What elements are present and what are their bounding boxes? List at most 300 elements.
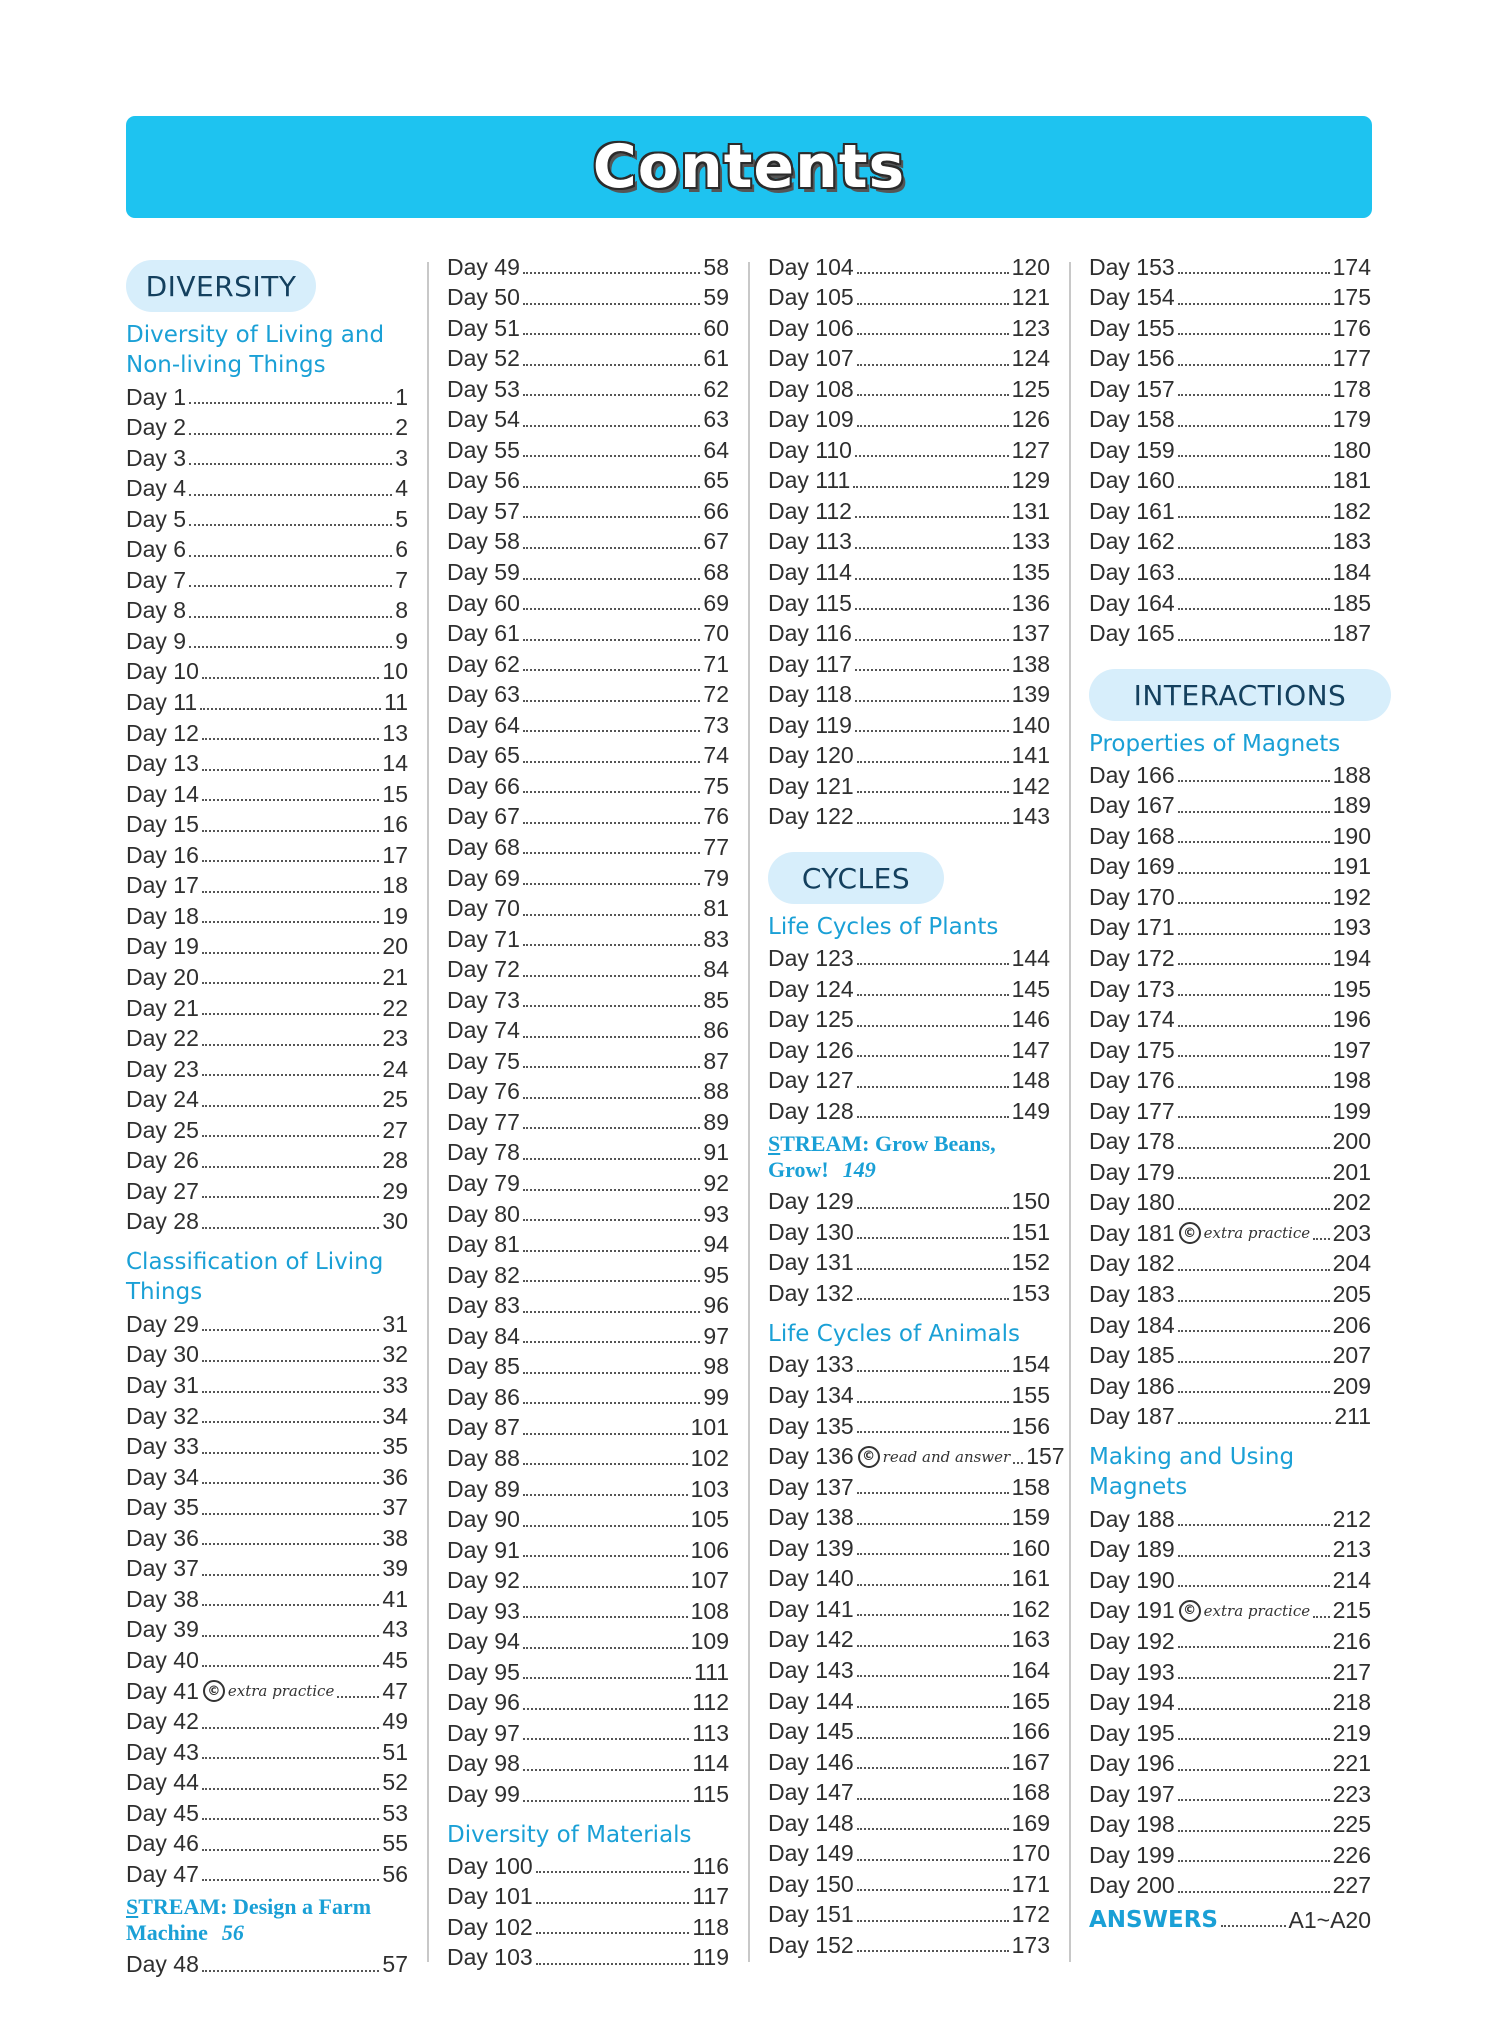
toc-entry[interactable]	[768, 680, 1050, 710]
toc-entry[interactable]	[126, 993, 408, 1023]
dot-leader	[523, 639, 701, 641]
subsection-heading[interactable]	[447, 1820, 729, 1850]
toc-entry[interactable]	[126, 1493, 408, 1523]
toc-entry-label: Day 28	[126, 1208, 199, 1235]
toc-entry[interactable]	[768, 1096, 1050, 1126]
toc-entry[interactable]	[447, 558, 729, 588]
toc-entry[interactable]	[1089, 405, 1371, 435]
toc-entry[interactable]	[768, 1411, 1050, 1441]
toc-entry[interactable]	[1089, 1127, 1371, 1157]
toc-entry[interactable]	[447, 1718, 729, 1748]
toc-entry[interactable]	[1089, 1779, 1371, 1809]
toc-entry-page: 179	[1332, 406, 1371, 433]
dot-leader	[523, 791, 701, 793]
toc-entry[interactable]	[126, 718, 408, 748]
dot-leader	[202, 1044, 380, 1046]
stream-project-title-line2	[126, 1920, 408, 1946]
dot-leader	[1178, 1524, 1330, 1526]
toc-entry[interactable]	[126, 1950, 408, 1980]
toc-entry[interactable]	[447, 1382, 729, 1412]
dot-leader	[1178, 1422, 1332, 1424]
toc-entry[interactable]	[768, 1350, 1050, 1380]
toc-entry[interactable]	[447, 1138, 729, 1168]
extra-badge	[1179, 1222, 1310, 1244]
toc-entry-label: Day 87	[447, 1414, 520, 1441]
toc-entry-page: 103	[690, 1475, 729, 1502]
toc-entry[interactable]	[126, 1462, 408, 1492]
toc-entry[interactable]	[126, 1054, 408, 1084]
toc-entry-label: Day 127	[768, 1067, 854, 1094]
toc-entry[interactable]	[447, 741, 729, 771]
toc-entry[interactable]	[126, 810, 408, 840]
toc-entry[interactable]	[126, 1798, 408, 1828]
toc-entry-page: 66	[703, 497, 729, 524]
toc-entry[interactable]	[1089, 974, 1371, 1004]
toc-entry-label: Day 187	[1089, 1403, 1175, 1430]
toc-entry[interactable]	[768, 1594, 1050, 1624]
toc-entry-page: 34	[382, 1402, 408, 1429]
toc-entry[interactable]	[768, 405, 1050, 435]
toc-entry[interactable]	[126, 504, 408, 534]
toc-entry-page: 112	[692, 1689, 729, 1716]
toc-entry[interactable]	[1089, 1565, 1371, 1595]
toc-entry[interactable]	[447, 313, 729, 343]
toc-entry[interactable]	[447, 588, 729, 618]
toc-entry[interactable]	[1089, 588, 1371, 618]
toc-entry[interactable]	[126, 1859, 408, 1889]
toc-entry[interactable]	[768, 1839, 1050, 1869]
toc-entry-page: 184	[1332, 559, 1371, 585]
toc-entry[interactable]	[447, 1291, 729, 1321]
toc-entry[interactable]	[126, 1676, 408, 1706]
toc-entry-label: Day 76	[447, 1078, 520, 1105]
toc-entry[interactable]	[126, 474, 408, 504]
toc-entry-page: 108	[690, 1597, 729, 1624]
toc-entry-label: Day 183	[1089, 1281, 1175, 1307]
toc-entry[interactable]	[126, 1371, 408, 1401]
toc-entry[interactable]	[768, 1533, 1050, 1563]
toc-entry[interactable]	[1089, 1096, 1371, 1126]
toc-entry[interactable]	[1089, 1218, 1371, 1248]
toc-entry[interactable]	[447, 1780, 729, 1810]
toc-entry[interactable]	[768, 1248, 1050, 1278]
toc-entry[interactable]	[447, 1413, 729, 1443]
toc-entry[interactable]	[447, 374, 729, 404]
toc-entry[interactable]	[768, 1655, 1050, 1685]
toc-entry[interactable]	[126, 1024, 408, 1054]
toc-entry-page: 207	[1332, 1342, 1371, 1369]
toc-entry[interactable]	[126, 749, 408, 779]
subsection-heading[interactable]	[1089, 729, 1371, 759]
toc-entry[interactable]	[768, 435, 1050, 465]
toc-entry[interactable]	[1089, 283, 1371, 313]
toc-entry[interactable]	[1089, 558, 1371, 588]
toc-entry[interactable]	[1089, 1657, 1371, 1687]
toc-entry[interactable]	[768, 1442, 1065, 1472]
toc-entry[interactable]	[126, 1584, 408, 1614]
toc-entry[interactable]	[768, 1381, 1050, 1411]
toc-entry[interactable]	[447, 1321, 729, 1351]
toc-entry[interactable]	[1089, 1249, 1371, 1279]
toc-entry[interactable]	[447, 1016, 729, 1046]
toc-entry-page: 64	[703, 436, 729, 463]
toc-entry[interactable]	[768, 374, 1050, 404]
toc-entry-page: 88	[703, 1078, 729, 1105]
toc-entry[interactable]	[447, 955, 729, 985]
toc-entry[interactable]	[1089, 435, 1371, 465]
toc-entry-page: 185	[1332, 589, 1371, 616]
toc-entry[interactable]	[768, 1747, 1050, 1777]
subsection-heading[interactable]	[1089, 1442, 1371, 1502]
toc-entry[interactable]	[768, 466, 1050, 496]
toc-entry[interactable]	[768, 1717, 1050, 1747]
toc-entry[interactable]	[126, 443, 408, 473]
toc-entry-label: Day 79	[447, 1170, 520, 1196]
toc-entry[interactable]	[126, 1115, 408, 1145]
toc-entry[interactable]	[768, 527, 1050, 557]
toc-entry-label: Day 143	[768, 1656, 854, 1683]
toc-entry[interactable]	[1089, 619, 1371, 649]
toc-entry-page: 214	[1332, 1566, 1371, 1593]
toc-entry[interactable]	[447, 1882, 729, 1912]
toc-entry[interactable]	[126, 1829, 408, 1859]
toc-entry[interactable]	[1089, 1402, 1371, 1432]
toc-entry-page: 187	[1332, 620, 1371, 647]
toc-entry[interactable]	[1089, 466, 1371, 496]
toc-entry[interactable]	[768, 802, 1050, 832]
toc-entry[interactable]	[447, 283, 729, 313]
toc-entry[interactable]	[447, 435, 729, 465]
toc-entry[interactable]	[126, 1707, 408, 1737]
subsection-heading[interactable]	[768, 1319, 1050, 1349]
toc-entry[interactable]	[447, 1443, 729, 1473]
toc-entry-label: Day 151	[768, 1901, 854, 1928]
toc-entry[interactable]	[447, 1046, 729, 1076]
toc-entry[interactable]	[126, 657, 408, 687]
toc-entry[interactable]	[768, 771, 1050, 801]
toc-entry[interactable]	[1089, 1504, 1371, 1534]
toc-entry[interactable]	[768, 1278, 1050, 1308]
toc-entry[interactable]	[447, 771, 729, 801]
toc-entry[interactable]	[447, 1627, 729, 1657]
toc-entry[interactable]	[768, 1808, 1050, 1838]
toc-entry[interactable]	[768, 496, 1050, 526]
toc-entry[interactable]	[126, 1207, 408, 1237]
toc-entry[interactable]	[447, 1077, 729, 1107]
toc-entry[interactable]	[126, 1176, 408, 1206]
dot-leader	[523, 883, 701, 885]
toc-entry[interactable]	[768, 1686, 1050, 1716]
toc-entry-page: 35	[382, 1433, 408, 1460]
toc-entry-page: 123	[1011, 314, 1050, 341]
subsection-heading[interactable]	[768, 912, 1050, 942]
toc-entry[interactable]	[768, 619, 1050, 649]
toc-entry[interactable]	[1089, 1157, 1371, 1187]
toc-entry[interactable]	[126, 535, 408, 565]
toc-entry[interactable]	[1089, 760, 1371, 790]
toc-entry[interactable]	[768, 1869, 1050, 1899]
toc-entry-label: Day 181	[1089, 1219, 1175, 1246]
toc-entry-label: Day 161	[1089, 497, 1175, 524]
toc-entry[interactable]	[447, 1169, 729, 1199]
toc-entry[interactable]	[447, 680, 729, 710]
toc-entry[interactable]	[768, 1217, 1050, 1247]
stream-title-end: Machine	[126, 1919, 208, 1945]
stream-project-entry[interactable]	[768, 1131, 1050, 1183]
toc-entry[interactable]	[1089, 1749, 1371, 1779]
toc-entry[interactable]	[768, 1066, 1050, 1096]
subsection-heading-line: Magnets	[1089, 1474, 1188, 1501]
toc-entry[interactable]	[126, 1340, 408, 1370]
toc-entry[interactable]	[126, 1523, 408, 1553]
toc-entry[interactable]	[447, 1107, 729, 1137]
toc-entry-page: 94	[703, 1231, 729, 1258]
toc-entry[interactable]	[126, 565, 408, 595]
toc-entry-label: Day 107	[768, 345, 854, 372]
toc-entry-page: 93	[703, 1200, 729, 1227]
toc-entry[interactable]	[447, 1260, 729, 1290]
toc-entry[interactable]	[768, 1005, 1050, 1035]
toc-entry[interactable]	[768, 974, 1050, 1004]
toc-entry[interactable]	[1089, 943, 1371, 973]
toc-entry[interactable]	[1089, 1626, 1371, 1656]
toc-entry[interactable]	[768, 943, 1050, 973]
toc-entry[interactable]	[447, 527, 729, 557]
toc-entry-label: Day 132	[768, 1279, 854, 1306]
dot-leader	[523, 1463, 688, 1465]
toc-entry-page: 62	[703, 375, 729, 402]
toc-entry[interactable]	[1089, 374, 1371, 404]
toc-entry[interactable]	[447, 1535, 729, 1565]
toc-entry[interactable]	[447, 649, 729, 679]
toc-entry[interactable]	[126, 779, 408, 809]
toc-entry[interactable]	[126, 1085, 408, 1115]
toc-entry[interactable]	[447, 1912, 729, 1942]
toc-entry-page: 211	[1334, 1403, 1371, 1430]
toc-entry[interactable]	[1089, 1188, 1371, 1218]
toc-entry[interactable]	[1089, 1871, 1371, 1901]
toc-entry-label: Day 164	[1089, 589, 1175, 616]
toc-entry[interactable]	[1089, 1310, 1371, 1340]
toc-entry[interactable]	[447, 1851, 729, 1881]
toc-entry[interactable]	[447, 985, 729, 1015]
toc-entry-label: Day 90	[447, 1506, 520, 1533]
toc-entry[interactable]	[447, 894, 729, 924]
toc-entry[interactable]	[768, 1900, 1050, 1930]
toc-entry[interactable]	[126, 626, 408, 656]
toc-entry-page: 113	[692, 1719, 729, 1746]
toc-entry[interactable]	[1089, 821, 1371, 851]
toc-entry[interactable]	[1089, 852, 1371, 882]
toc-entry-page: 158	[1011, 1473, 1050, 1500]
dot-leader	[855, 516, 1009, 518]
toc-entry[interactable]	[768, 588, 1050, 618]
toc-entry[interactable]	[1089, 1535, 1371, 1565]
toc-entry[interactable]	[126, 871, 408, 901]
toc-entry[interactable]	[447, 1596, 729, 1626]
toc-entry[interactable]	[1089, 1371, 1371, 1401]
toc-entry-label: Day 78	[447, 1139, 520, 1166]
toc-entry[interactable]	[768, 1035, 1050, 1065]
toc-entry[interactable]	[126, 1645, 408, 1675]
stream-project-entry[interactable]	[126, 1894, 408, 1946]
toc-entry[interactable]	[768, 1503, 1050, 1533]
toc-entry-page: 96	[703, 1292, 729, 1319]
toc-entry[interactable]	[447, 1943, 729, 1973]
toc-entry[interactable]	[1089, 1341, 1371, 1371]
toc-entry[interactable]	[768, 1187, 1050, 1217]
dot-leader	[523, 761, 701, 763]
toc-entry[interactable]	[447, 802, 729, 832]
toc-entry[interactable]	[768, 1778, 1050, 1808]
toc-entry[interactable]	[447, 1688, 729, 1718]
toc-entry[interactable]	[447, 405, 729, 435]
toc-entry[interactable]	[126, 1737, 408, 1767]
toc-entry-page: 161	[1011, 1565, 1050, 1592]
toc-entry-label: Day 174	[1089, 1006, 1175, 1033]
toc-entry[interactable]	[447, 710, 729, 740]
toc-entry[interactable]	[768, 1564, 1050, 1594]
toc-entry[interactable]	[1089, 882, 1371, 912]
stream-initial: S	[768, 1130, 781, 1156]
toc-entry-label: Day 118	[768, 681, 852, 708]
toc-entry[interactable]	[768, 1625, 1050, 1655]
toc-entry[interactable]	[447, 252, 729, 282]
toc-entry[interactable]	[1089, 1688, 1371, 1718]
toc-entry[interactable]	[126, 901, 408, 931]
dot-leader	[523, 1494, 688, 1496]
dot-leader	[202, 921, 380, 923]
toc-entry-page: 201	[1332, 1158, 1371, 1185]
toc-entry[interactable]	[126, 1768, 408, 1798]
toc-entry[interactable]	[768, 344, 1050, 374]
toc-entry[interactable]	[447, 1566, 729, 1596]
toc-entry[interactable]	[447, 1230, 729, 1260]
toc-entry[interactable]	[126, 1615, 408, 1645]
dot-leader	[523, 1647, 688, 1649]
toc-entry[interactable]	[1089, 791, 1371, 821]
toc-entry-page: 39	[382, 1555, 408, 1582]
toc-entry-page: 84	[703, 956, 729, 983]
toc-entry-label: Day 182	[1089, 1250, 1175, 1277]
toc-entry[interactable]	[447, 1749, 729, 1779]
toc-entry[interactable]	[768, 741, 1050, 771]
dot-leader	[189, 494, 392, 496]
toc-entry-page: 136	[1011, 589, 1050, 616]
toc-entry[interactable]	[126, 688, 408, 718]
toc-entry[interactable]	[768, 1472, 1050, 1502]
toc-entry[interactable]	[447, 1474, 729, 1504]
toc-entry[interactable]	[447, 1199, 729, 1229]
toc-entry[interactable]	[447, 466, 729, 496]
toc-entry-page: 86	[703, 1017, 729, 1044]
toc-entry-page: 162	[1011, 1595, 1050, 1622]
toc-entry[interactable]	[447, 832, 729, 862]
toc-entry[interactable]	[447, 1505, 729, 1535]
toc-entry[interactable]	[447, 344, 729, 374]
toc-entry[interactable]	[447, 1352, 729, 1382]
toc-entry-page: 3	[395, 444, 408, 471]
toc-entry[interactable]	[768, 252, 1050, 282]
toc-entry-label: Day 185	[1089, 1342, 1175, 1369]
toc-entry[interactable]	[126, 1432, 408, 1462]
toc-entry[interactable]	[126, 413, 408, 443]
toc-entry-label: Day 154	[1089, 284, 1175, 311]
toc-entry[interactable]	[126, 382, 408, 412]
toc-entry[interactable]	[126, 596, 408, 626]
toc-entry-label: Day 81	[447, 1231, 520, 1258]
toc-entry[interactable]	[1089, 1005, 1371, 1035]
toc-entry[interactable]	[126, 1309, 408, 1339]
toc-entry[interactable]	[126, 1401, 408, 1431]
toc-entry-page: 135	[1011, 559, 1050, 585]
dot-leader	[1313, 1238, 1329, 1240]
dot-leader	[1178, 578, 1330, 580]
toc-entry[interactable]	[447, 924, 729, 954]
toc-entry[interactable]	[447, 619, 729, 649]
toc-entry-label: Day 15	[126, 811, 199, 838]
toc-entry[interactable]	[1089, 527, 1371, 557]
toc-entry[interactable]	[126, 962, 408, 992]
toc-entry[interactable]	[447, 496, 729, 526]
dot-leader	[523, 975, 701, 977]
dot-leader	[523, 1708, 689, 1710]
toc-entry[interactable]	[768, 1930, 1050, 1960]
toc-entry[interactable]	[1089, 1280, 1371, 1310]
toc-entry-label: Day 186	[1089, 1372, 1175, 1399]
toc-entry[interactable]	[1089, 1066, 1371, 1096]
toc-entry[interactable]	[768, 558, 1050, 588]
toc-entry[interactable]	[1089, 252, 1371, 282]
toc-entry[interactable]	[768, 710, 1050, 740]
toc-entry[interactable]	[126, 1146, 408, 1176]
toc-entry[interactable]	[1089, 344, 1371, 374]
toc-entry[interactable]	[1089, 313, 1371, 343]
subsection-heading[interactable]	[126, 320, 408, 380]
toc-entry[interactable]	[447, 863, 729, 893]
toc-entry-page: 9	[395, 627, 408, 654]
toc-entry-page: 29	[382, 1177, 408, 1204]
toc-entry[interactable]	[1089, 1840, 1371, 1870]
toc-entry[interactable]	[126, 840, 408, 870]
toc-entry-label: Day 55	[447, 436, 520, 463]
toc-entry[interactable]	[768, 649, 1050, 679]
dot-leader	[536, 1902, 690, 1904]
dot-leader	[855, 669, 1009, 671]
toc-entry[interactable]	[1089, 1035, 1371, 1065]
dot-leader	[202, 1788, 380, 1790]
toc-entry[interactable]	[126, 932, 408, 962]
answers-entry[interactable]	[1089, 1905, 1371, 1935]
toc-entry[interactable]	[1089, 1718, 1371, 1748]
toc-entry-label: Day 11	[126, 689, 198, 715]
toc-entry-label: Day 106	[768, 314, 854, 341]
toc-entry-page: 75	[703, 772, 729, 799]
toc-entry-label: Day 1	[126, 383, 187, 410]
toc-entry[interactable]	[1089, 913, 1371, 943]
toc-entry[interactable]	[126, 1554, 408, 1584]
activity-icon: ©	[203, 1680, 225, 1702]
toc-entry[interactable]	[1089, 496, 1371, 526]
toc-entry[interactable]	[447, 1657, 729, 1687]
subsection-heading[interactable]	[126, 1247, 408, 1307]
toc-entry[interactable]	[1089, 1596, 1371, 1626]
toc-entry[interactable]	[768, 283, 1050, 313]
toc-entry-label: Day 188	[1089, 1505, 1175, 1532]
toc-entry[interactable]	[768, 313, 1050, 343]
toc-entry[interactable]	[1089, 1810, 1371, 1840]
dot-leader	[202, 1452, 380, 1454]
